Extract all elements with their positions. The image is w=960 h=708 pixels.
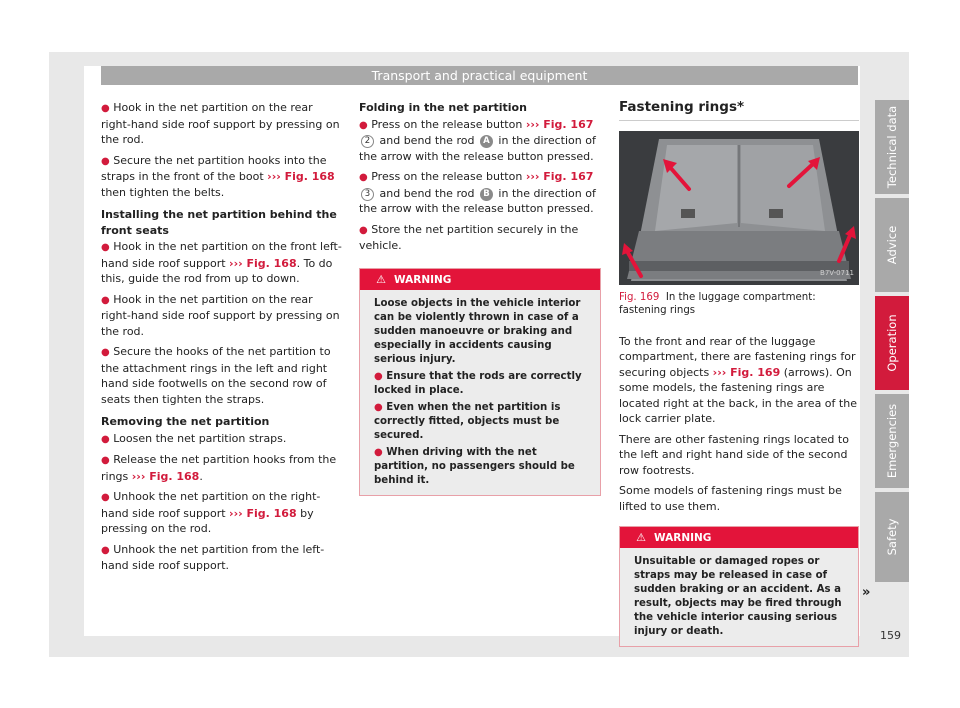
warning-triangle-icon: ⚠ [376, 272, 386, 286]
tab-operation[interactable]: Operation [875, 296, 909, 390]
paragraph: To the front and rear of the luggage compartment, there are fastening rings for securing objects ››› Fig. 169 (arrows). On some models, the fastening rings are located right at the back, in the area of the lock carrier plate. [619, 334, 857, 425]
page-number: 159 [880, 629, 901, 642]
list-item: ● Even when the net partition is correctly fitted, objects must be secured. [374, 401, 561, 441]
luggage-compartment-illustration [619, 131, 859, 285]
figure-luggage-compartment [619, 131, 859, 285]
column-1 [101, 100, 342, 579]
figure-link[interactable]: ››› Fig. 167 [525, 170, 594, 183]
column-2 [359, 100, 601, 496]
paragraph: Some models of fastening rings must be lifted to use them. [619, 484, 842, 513]
heading-install: Installing the net partition behind the front seats [101, 208, 337, 237]
warning-header: ⚠ WARNING [620, 527, 858, 548]
figure-link[interactable]: ››› Fig. 168 [229, 506, 297, 520]
callout-number: 3 [361, 188, 374, 201]
list-item: ● Release the net partition hooks from the rings ››› Fig. 168. [101, 453, 337, 483]
tab-technical-data[interactable]: Technical data [875, 100, 909, 194]
figure-link[interactable]: ››› Fig. 168 [267, 170, 335, 183]
figure-label: Fig. 169 [619, 291, 660, 303]
figure-caption: Fig. 169 In the luggage compartment: fastening rings [619, 291, 816, 316]
warning-header: ⚠ WARNING [360, 269, 600, 290]
callout-number: 2 [361, 135, 374, 148]
list-item: ● When driving with the net partition, no passengers should be behind it. [374, 446, 575, 486]
paragraph: There are other fastening rings located to the left and right hand side of the second row footrests. [619, 432, 849, 477]
warning-box [359, 268, 601, 496]
section-title: Fastening rings* [619, 100, 859, 121]
callout-letter: A [480, 135, 493, 148]
list-item: ● Hook in the net partition on the rear right-hand side roof support by pressing on the rod. [101, 101, 340, 146]
list-item: ● Unhook the net partition from the left-hand side roof support. [101, 542, 325, 572]
warning-body: Unsuitable or damaged ropes or straps may be released in case of sudden braking or an accident. As a result, objects may be fired through the vehicle interior causing serious injury or death. [620, 548, 858, 646]
tab-advice[interactable]: Advice [875, 198, 909, 292]
list-item: ● Store the net partition securely in the vehicle. [359, 222, 579, 252]
list-item: ● Hook in the net partition on the rear right-hand side roof support by pressing on the rod. [101, 292, 340, 338]
list-item: ● Press on the release button ››› Fig. 167 3 and bend the rod B in the direction of the arrow with the release button pressed. [359, 170, 596, 215]
tab-emergencies[interactable]: Emergencies [875, 394, 909, 488]
list-item: ● Ensure that the rods are correctly locked in place. [374, 370, 582, 396]
figure-link[interactable]: ››› Fig. 168 [131, 469, 200, 483]
column-3 [619, 100, 859, 647]
figure-link[interactable]: ››› Fig. 167 [525, 117, 594, 131]
warning-triangle-icon: ⚠ [636, 531, 646, 544]
warning-body: Loose objects in the vehicle interior can be violently thrown in case of a sudden manoeuvre or braking and especially in accidents causing serious injury. ● Ensure that the rods are correctly locked in place. ● Even when the net partition is correctly fitted, objects must be secured. ● When driving with the net partition, no passengers should be behind it. [360, 290, 600, 495]
list-item: ● Loosen the net partition straps. [101, 431, 287, 445]
figure-id: B7V-0711 [820, 269, 854, 277]
continue-mark: » [862, 585, 871, 600]
page-header: Transport and practical equipment [101, 66, 858, 85]
tab-safety[interactable]: Safety [875, 492, 909, 582]
list-item: ● Press on the release button ››› Fig. 167 2 and bend the rod A in the direction of the arrow with the release button pressed. [359, 117, 596, 163]
heading-fold: Folding in the net partition [359, 101, 527, 114]
heading-remove: Removing the net partition [101, 415, 270, 428]
figure-link[interactable]: ››› Fig. 168 [229, 256, 297, 270]
callout-letter: B [480, 188, 493, 201]
list-item: ● Hook in the net partition on the front left-hand side roof support ››› Fig. 168. To do this, guide the rod from up to down. [101, 240, 342, 285]
list-item: ● Secure the net partition hooks into the straps in the front of the boot ››› Fig. 168 then tighten the belts. [101, 153, 335, 199]
warning-box [619, 526, 859, 647]
figure-link[interactable]: ››› Fig. 169 [712, 365, 781, 379]
list-item: ● Unhook the net partition on the right-hand side roof support ››› Fig. 168 by pressing on the rod. [101, 490, 321, 535]
list-item: ● Secure the hooks of the net partition to the attachment rings in the left and right hand side footwells on the second row of seats then tighten the straps. [101, 345, 331, 406]
